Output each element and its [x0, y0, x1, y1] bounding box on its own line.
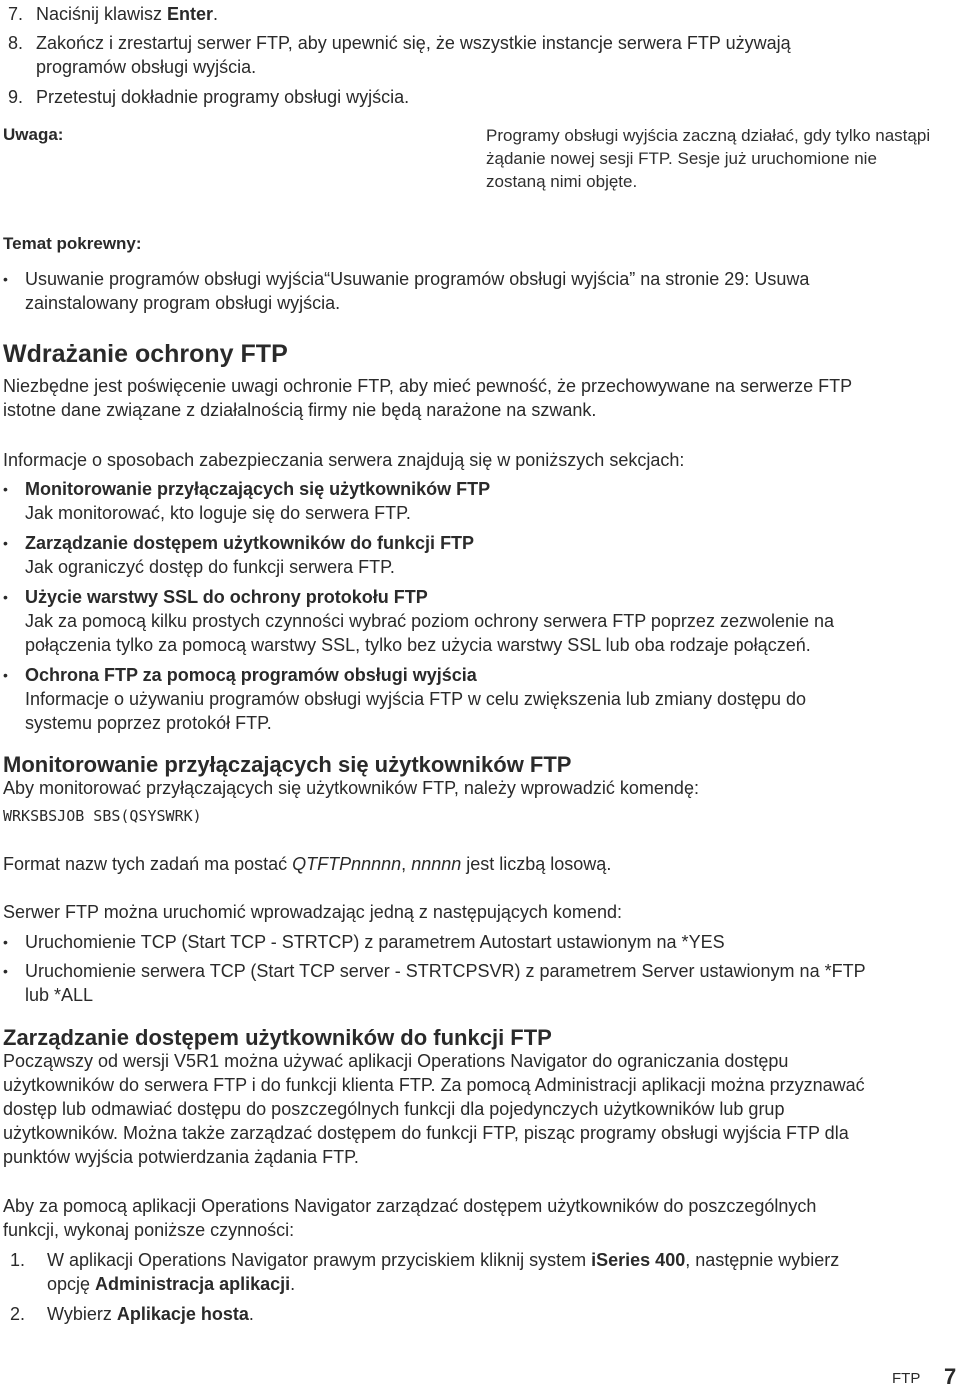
text: Wybierz: [47, 1304, 117, 1324]
section-title-access: Zarządzanie dostępem użytkowników do funkcji FTP: [3, 1025, 552, 1050]
step-key: Enter: [167, 4, 214, 24]
text: W aplikacji Operations Navigator prawym przyciskiem kliknij system: [47, 1250, 592, 1270]
list-item-desc: Informacje o używaniu programów obsługi wyjścia FTP w celu zwiększenia lub zmiany dostępu do: [25, 689, 807, 709]
job-name-format: QTFTPnnnnn: [292, 854, 402, 874]
step-text: Przetestuj dokładnie programy obsługi wyjścia.: [36, 87, 410, 107]
section3-paragraph2: [3, 1194, 816, 1242]
start-intro: Serwer FTP można uruchomić wprowadzając jedną z następujących komend:: [3, 902, 622, 922]
step-text-line1: Zakończ i zrestartuj serwer FTP, aby upewnić się, że wszystkie instancje serwera FTP używają: [36, 33, 791, 53]
bullet-icon: •: [3, 271, 8, 287]
step-text-end: .: [213, 4, 219, 24]
text: , następnie wybierz: [685, 1250, 840, 1270]
list-item-desc: Jak za pomocą kilku prostych czynności wybrać poziom ochrony serwera FTP poprzez zezwolenie na: [25, 611, 835, 631]
bullet-icon: •: [3, 963, 8, 979]
bullet-icon: •: [3, 589, 8, 605]
page-number: 7: [944, 1364, 957, 1389]
related-heading: Temat pokrewny:: [3, 234, 142, 253]
paragraph-line: użytkowników. Można także zarządzać dostępem do funkcji FTP, pisząc programy obsługi wyjścia FTP dla: [3, 1123, 849, 1143]
text: .: [248, 1304, 254, 1324]
section3-paragraph: [3, 1049, 865, 1169]
text: Format nazw tych zadań ma postać: [3, 854, 293, 874]
paragraph-line: użytkowników do serwera FTP i do funkcji klienta FTP. Za pomocą Administracji aplikacji można przyznawać: [3, 1075, 865, 1095]
step-number: 2.: [10, 1304, 26, 1324]
paragraph-line: istotne dane związane z działalnością firmy nie będą narażone na szwank.: [3, 400, 597, 420]
step-number: 8.: [8, 33, 24, 53]
related-link-line1[interactable]: Usuwanie programów obsługi wyjścia“Usuwanie programów obsługi wyjścia” na stronie 29: Usuwa: [25, 269, 810, 289]
list-item-desc: Jak ograniczyć dostęp do funkcji serwera FTP.: [25, 557, 395, 577]
step-number: 9.: [8, 87, 24, 107]
list-item-desc: Jak monitorować, kto loguje się do serwera FTP.: [25, 503, 411, 523]
footer-label: FTP: [892, 1370, 921, 1387]
section-title-ftp-security: Wdrażanie ochrony FTP: [3, 340, 288, 368]
command-code: WRKSBSJOB SBS(QSYSWRK): [3, 807, 202, 825]
option-name: Aplikacje hosta: [116, 1304, 249, 1324]
section1-intro: Informacje o sposobach zabezpieczania serwera znajdują się w poniższych sekcjach:: [3, 450, 685, 470]
note-line: żądanie nowej sesji FTP. Sesje już uruchomione nie: [486, 149, 877, 168]
note-label: Uwaga:: [3, 125, 64, 144]
note-body: [486, 124, 930, 193]
text: opcję: [47, 1274, 96, 1294]
section2-intro: Aby monitorować przyłączających się użytkowników FTP, należy wprowadzić komendę:: [3, 778, 699, 798]
list-item-text: lub *ALL: [25, 985, 94, 1005]
paragraph-line: Aby za pomocą aplikacji Operations Navigator zarządzać dostępem użytkowników do poszczególnych: [3, 1196, 817, 1216]
random-number-format: nnnnn: [411, 854, 462, 874]
format-paragraph: [3, 852, 611, 876]
text: .: [290, 1274, 296, 1294]
paragraph-line: Niezbędne jest poświęcenie uwagi ochronie FTP, aby mieć pewność, że przechowywane na serwerze FTP: [3, 376, 853, 396]
paragraph-line: Począwszy od wersji V5R1 można używać aplikacji Operations Navigator do ograniczania dostępu: [3, 1051, 789, 1071]
list-item-link[interactable]: Zarządzanie dostępem użytkowników do funkcji FTP: [25, 533, 475, 553]
text: jest liczbą losową.: [461, 854, 612, 874]
section1-paragraph: [3, 374, 852, 422]
list-item-link[interactable]: Monitorowanie przyłączających się użytkowników FTP: [25, 479, 491, 499]
step-number: 1.: [10, 1250, 26, 1270]
step-number: 7.: [8, 4, 24, 24]
option-name: Administracja aplikacji: [95, 1274, 291, 1294]
section-title-monitoring: Monitorowanie przyłączających się użytkowników FTP: [3, 752, 572, 777]
list-item-text: Uruchomienie TCP (Start TCP - STRTCP) z parametrem Autostart ustawionym na *YES: [25, 932, 725, 952]
list-item-desc: połączenia tylko za pomocą warstwy SSL, tylko bez użycia warstwy SSL lub oba rodzaje połączeń.: [25, 635, 811, 655]
bullet-icon: •: [3, 934, 8, 950]
system-name: iSeries 400: [591, 1250, 686, 1270]
paragraph-line: punktów wyjścia potwierdzania żądania FTP.: [3, 1147, 359, 1167]
bullet-icon: •: [3, 667, 8, 683]
step-text-line2: programów obsługi wyjścia.: [36, 57, 257, 77]
list-item-link[interactable]: Użycie warstwy SSL do ochrony protokołu FTP: [25, 587, 428, 607]
note-line: zostaną nimi objęte.: [486, 172, 638, 191]
note-line: Programy obsługi wyjścia zaczną działać, gdy tylko nastąpi: [486, 126, 931, 145]
paragraph-line: funkcji, wykonaj poniższe czynności:: [3, 1220, 295, 1240]
step-text: Naciśnij klawisz: [36, 4, 168, 24]
bullet-icon: •: [3, 535, 8, 551]
list-item-desc: systemu poprzez protokół FTP.: [25, 713, 272, 733]
related-link-line2[interactable]: zainstalowany program obsługi wyjścia.: [25, 293, 341, 313]
list-item-link[interactable]: Ochrona FTP za pomocą programów obsługi wyjścia: [25, 665, 477, 685]
list-item-text: Uruchomienie serwera TCP (Start TCP server - STRTCPSVR) z parametrem Server ustawionym na *FTP: [25, 961, 866, 981]
paragraph-line: dostęp lub odmawiać dostępu do poszczególnych funkcji dla pojedynczych użytkowników lub grup: [3, 1099, 785, 1119]
bullet-icon: •: [3, 481, 8, 497]
text: ,: [401, 854, 412, 874]
